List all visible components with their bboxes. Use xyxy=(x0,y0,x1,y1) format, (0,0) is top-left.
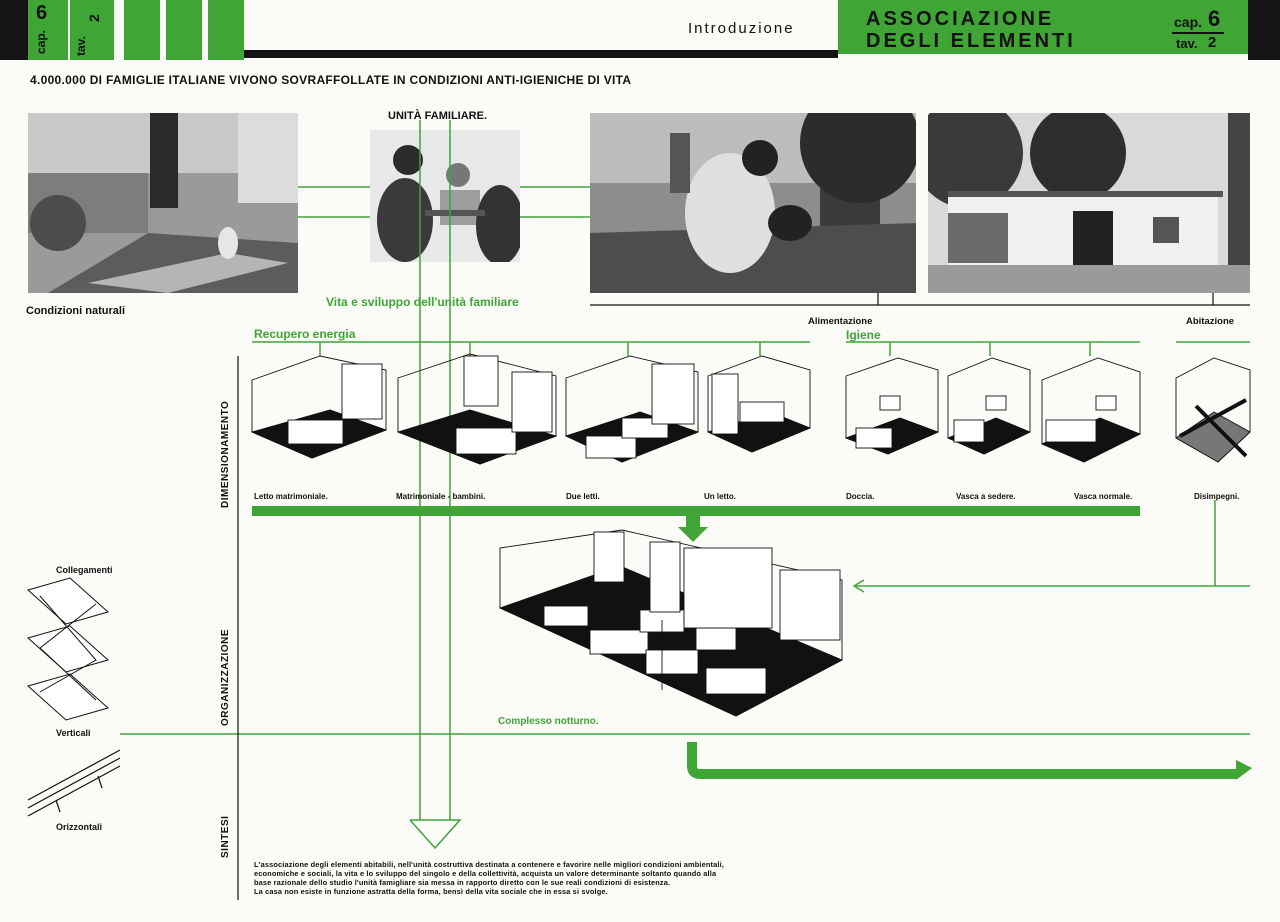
section-title: Introduzione xyxy=(688,20,795,37)
label-condizioni-naturali: Condizioni naturali xyxy=(26,305,125,317)
room-label-un-letto: Un letto. xyxy=(704,492,736,501)
legend-collegamenti: Collegamenti xyxy=(56,565,113,575)
room-label-letto-matrimoniale: Letto matrimoniale. xyxy=(254,492,328,501)
room-label-due-letti: Due letti. xyxy=(566,492,600,501)
axis-sintesi: SINTESI xyxy=(220,815,231,858)
legend-verticali: Verticali xyxy=(56,728,91,738)
label-vita-sviluppo: Vita e sviluppo dell'unità familiare xyxy=(326,295,519,309)
footnote-line-3: base razionale dello studio l'unità famigliare sia messa in rapporto diretto con le sue reali condizioni di esistenza. xyxy=(254,878,671,887)
title-cap-number: 6 xyxy=(1208,6,1221,31)
title-cap-label: cap. xyxy=(1174,14,1203,30)
label-unita-familiare: UNITÀ FAMILIARE. xyxy=(388,110,487,122)
title-tav-label: tav. xyxy=(1176,36,1198,51)
axis-dimensionamento: DIMENSIONAMENTO xyxy=(220,400,231,508)
label-complesso-notturno: Complesso notturno. xyxy=(498,716,599,727)
room-label-doccia: Doccia. xyxy=(846,492,875,501)
room-label-vasca-a-sedere: Vasca a sedere. xyxy=(956,492,1016,501)
headline: 4.000.000 DI FAMIGLIE ITALIANE VIVONO SOVRAFFOLLATE IN CONDIZIONI ANTI-IGIENICHE DI VITA xyxy=(30,73,632,87)
room-label-disimpegni: Disimpegni. xyxy=(1194,492,1240,501)
label-recupero-energia: Recupero energia xyxy=(254,327,356,341)
label-abitazione: Abitazione xyxy=(1186,316,1235,327)
legend-orizzontali: Orizzontali xyxy=(56,822,103,832)
title-line-1: ASSOCIAZIONE xyxy=(866,8,1055,30)
plate-number: 2 xyxy=(86,14,102,22)
plate-label: tav. xyxy=(74,36,88,56)
footnote-text xyxy=(254,860,874,896)
room-label-matrimoniale-bambini: Matrimoniale - bambini. xyxy=(396,492,486,501)
axis-organizzazione: ORGANIZZAZIONE xyxy=(220,629,231,726)
label-igiene: Igiene xyxy=(846,328,881,342)
label-alimentazione: Alimentazione xyxy=(808,316,873,327)
room-label-vasca-normale: Vasca normale. xyxy=(1074,492,1133,501)
title-tav-number: 2 xyxy=(1208,34,1217,51)
chapter-label: cap. xyxy=(34,29,48,54)
footnote-line-1: L'associazione degli elementi abitabili, nell'unità costruttiva destinata a contenere e favorire nelle migliori condizioni ambientali, xyxy=(254,860,725,869)
footnote-line-4: La casa non esiste in funzione astratta della forma, bensì della vita sociale che in essa si svolge. xyxy=(254,887,608,896)
chapter-number: 6 xyxy=(36,2,48,24)
title-line-2: DEGLI ELEMENTI xyxy=(866,30,1076,52)
footnote-line-2: economiche e sociali, la vita e lo sviluppo del singolo e della collettività, acquista un valore determinante soltanto quando alla xyxy=(254,869,717,878)
